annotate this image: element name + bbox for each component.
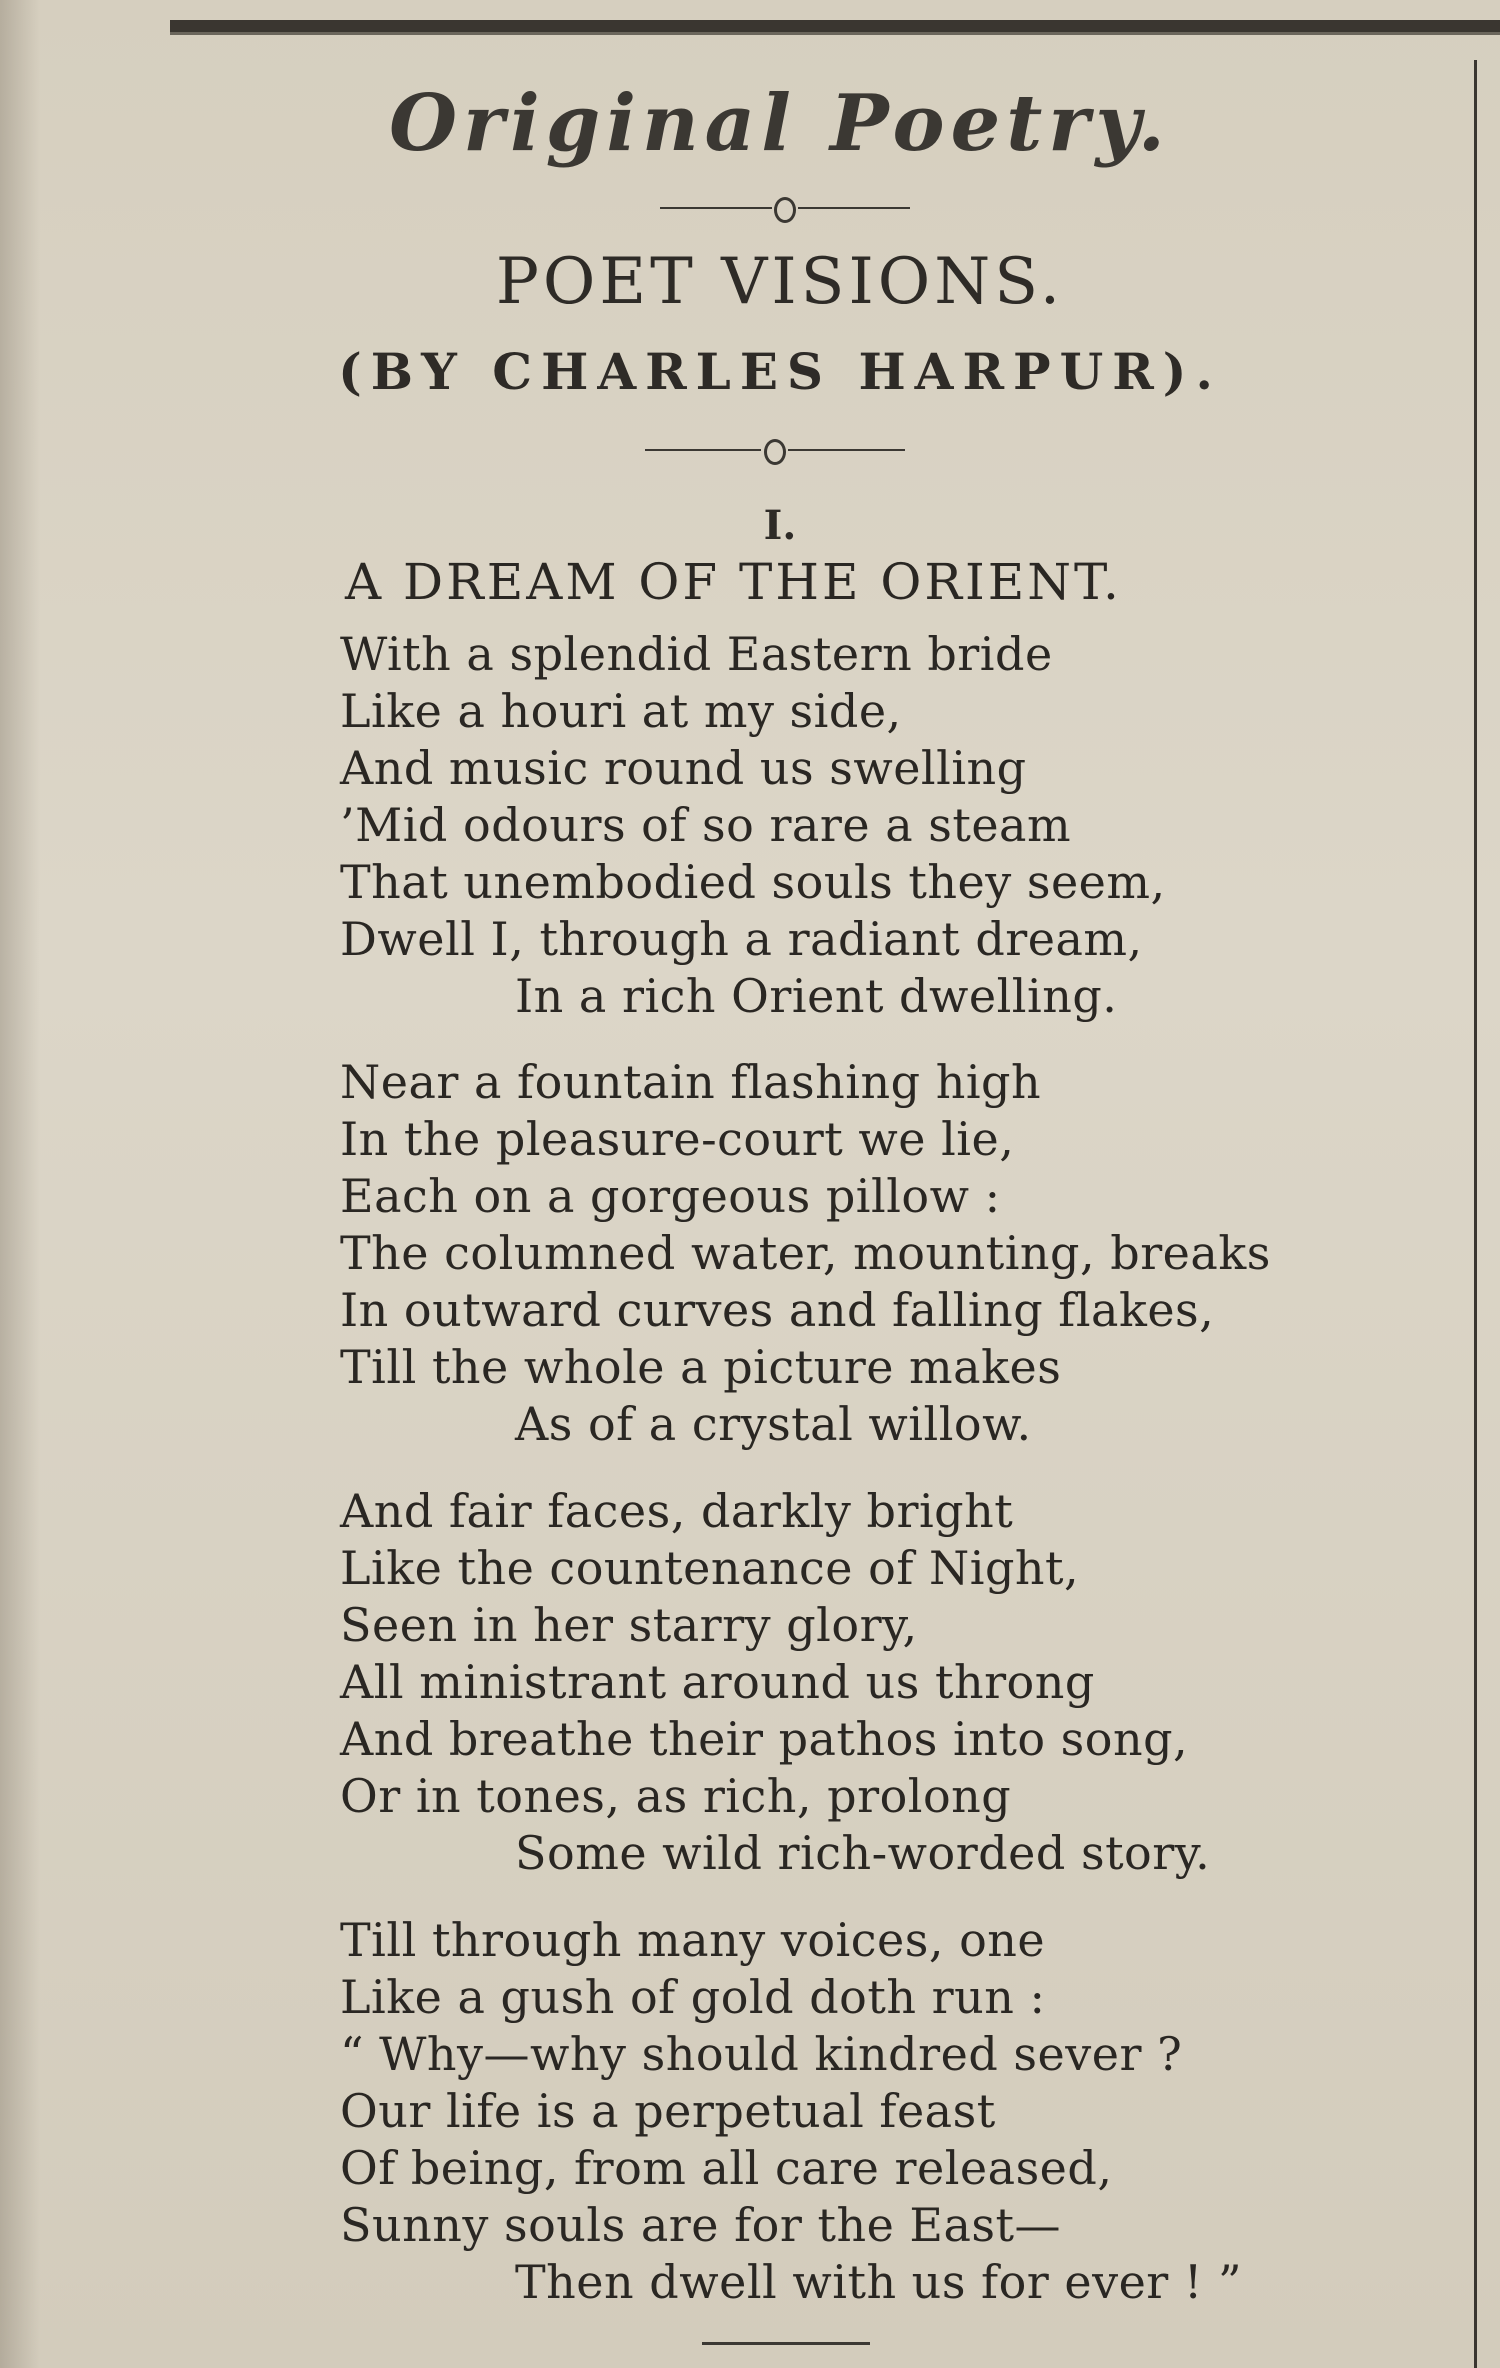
top-rule: [170, 20, 1500, 35]
part-number: I.: [763, 502, 797, 549]
verse-line: And music round us swelling: [340, 741, 1027, 795]
verse-line: “ Why—why should kindred sever ?: [340, 2027, 1183, 2081]
verse-line-indented: Some wild rich-worded story.: [515, 1826, 1211, 1880]
stanza-3: [340, 1483, 1360, 1882]
verse-line: Like the countenance of Night,: [340, 1541, 1080, 1595]
verse-line: Near a fountain flashing high: [340, 1055, 1042, 1109]
verse-line: Till through many voices, one: [340, 1913, 1046, 1967]
column-rule: [1474, 60, 1477, 2368]
author-byline: (BY CHARLES HARPUR).: [338, 342, 1222, 401]
ornament-divider-top: [660, 188, 910, 228]
verse-line-indented: Then dwell with us for ever ! ”: [515, 2255, 1243, 2309]
verse-line-indented: In a rich Orient dwelling.: [515, 969, 1118, 1023]
verse-line: Dwell I, through a radiant dream,: [340, 912, 1143, 966]
verse-line: Like a gush of gold doth run :: [340, 1970, 1046, 2024]
verse-line: Seen in her starry glory,: [340, 1598, 918, 1652]
poem-series-title: POET VISIONS.: [495, 245, 1065, 319]
verse-line: The columned water, mounting, breaks: [340, 1226, 1271, 1280]
page-edge-shadow: [0, 0, 40, 2368]
verse-line: In the pleasure-court we lie,: [340, 1112, 1015, 1166]
verse-line-indented: As of a crystal willow.: [515, 1397, 1032, 1451]
stanza-1: [340, 626, 1360, 1025]
stanza-2: [340, 1054, 1360, 1453]
verse-line: And fair faces, darkly bright: [340, 1484, 1014, 1538]
verse-line: Sunny souls are for the East—: [340, 2198, 1062, 2252]
end-rule: [702, 2342, 870, 2345]
verse-line: Each on a gorgeous pillow :: [340, 1169, 1001, 1223]
verse-line: Of being, from all care released,: [340, 2141, 1113, 2195]
verse-line: That unembodied souls they seem,: [340, 855, 1166, 909]
verse-line: All ministrant around us throng: [340, 1655, 1095, 1709]
stanza-4: [340, 1912, 1360, 2311]
ornament-divider-bottom: [645, 430, 905, 470]
verse-line: Or in tones, as rich, prolong: [340, 1769, 1012, 1823]
verse-line: Like a houri at my side,: [340, 684, 902, 738]
verse-line: Till the whole a picture makes: [340, 1340, 1062, 1394]
poem-title: A DREAM OF THE ORIENT.: [345, 553, 1122, 611]
verse-line: With a splendid Eastern bride: [340, 627, 1053, 681]
verse-line: ’Mid odours of so rare a steam: [340, 798, 1072, 852]
section-heading: Original Poetry.: [389, 78, 1171, 169]
verse-line: In outward curves and falling flakes,: [340, 1283, 1215, 1337]
verse-line: And breathe their pathos into song,: [340, 1712, 1189, 1766]
verse-line: Our life is a perpetual feast: [340, 2084, 996, 2138]
